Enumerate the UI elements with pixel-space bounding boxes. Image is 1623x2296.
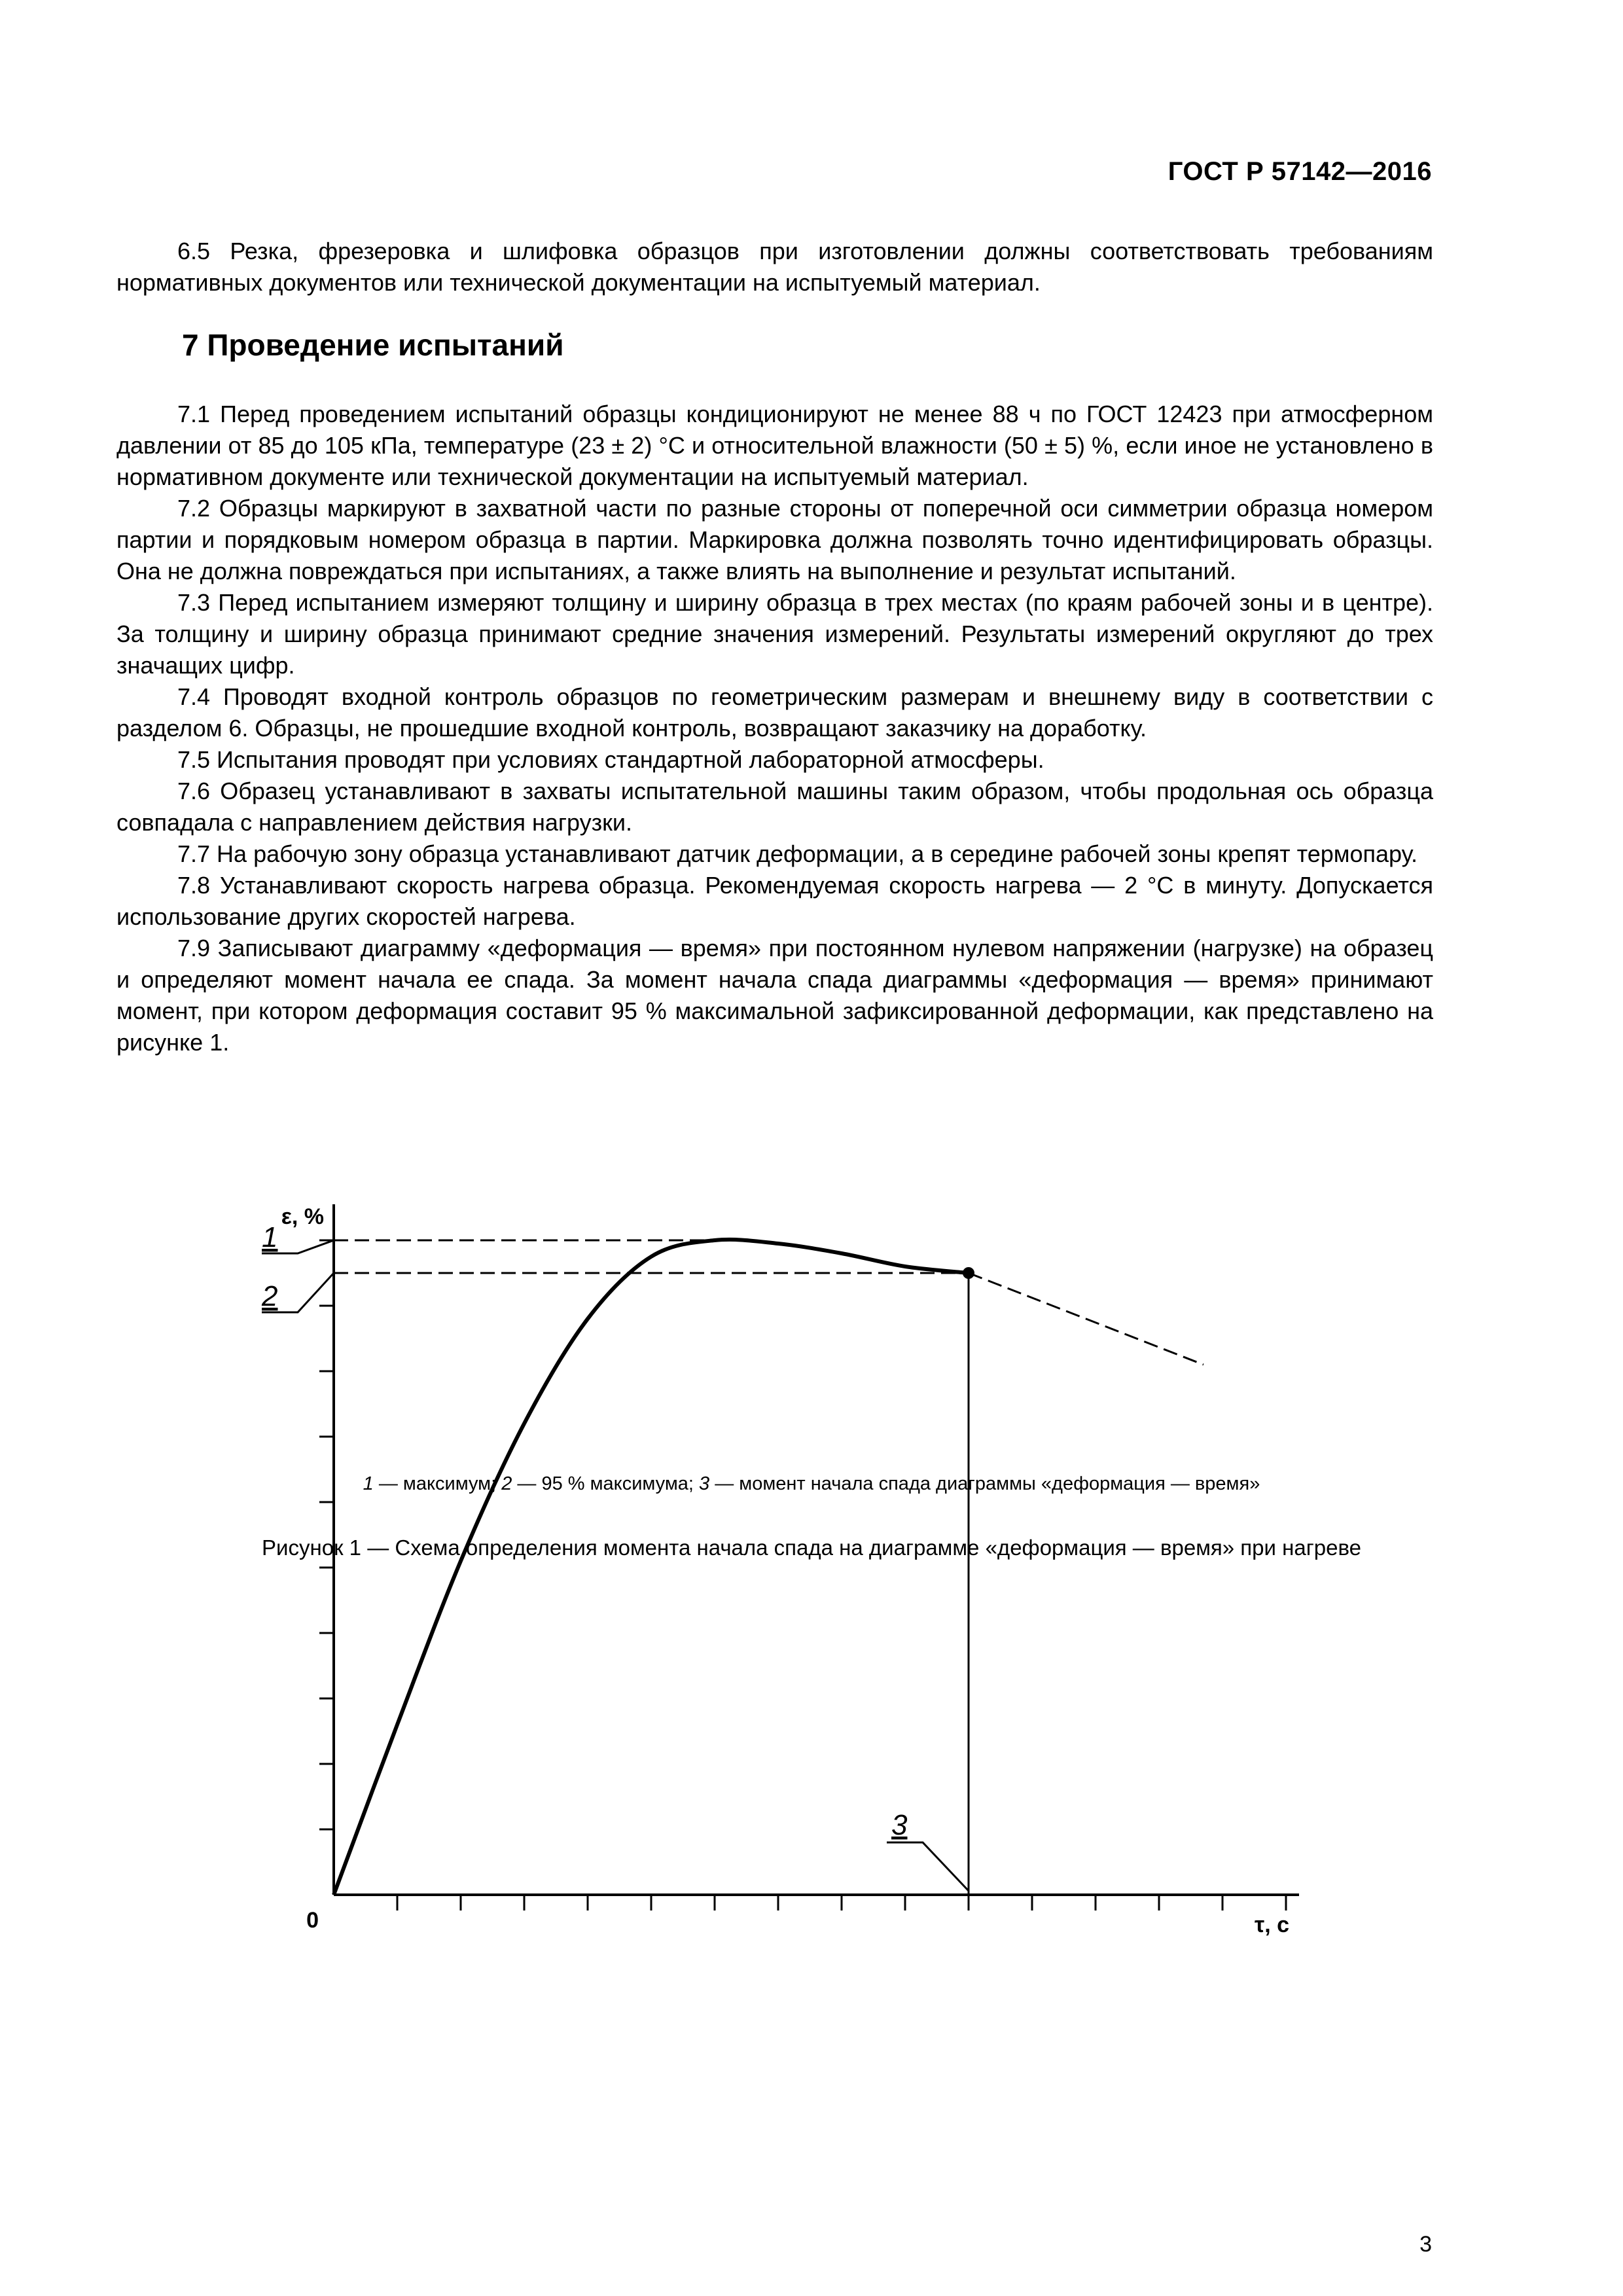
intro-section: [116, 236, 1433, 298]
paragraph-7-4: 7.4 Проводят входной контроль образцов по геометрическим размерам и внешнему виду в соответствии с разделом 6. Образцы, не прошедшие входной контроль, возвращают заказчику на доработку.: [116, 683, 1433, 742]
chart-ticks: [319, 1240, 1286, 1910]
x-axis-label: τ, с: [1255, 1912, 1289, 1937]
document-header: ГОСТ Р 57142—2016: [1168, 157, 1432, 186]
legend-number-2: 2: [501, 1473, 512, 1494]
legend-number-1: 1: [363, 1473, 374, 1494]
paragraph-7-3: 7.3 Перед испытанием измеряют толщину и ширину образца в трех местах (по краям рабочей зоны и в центре). За толщину и ширину образца принимают средние значения измерений. Результаты измерений округляют до трех значащих цифр.: [116, 589, 1433, 679]
annotation-1: 1: [262, 1221, 278, 1253]
annotation-3-leader: [887, 1842, 969, 1891]
paragraph-7-5: 7.5 Испытания проводят при условиях стандартной лабораторной атмосферы.: [177, 746, 1044, 773]
deformation-curve: [334, 1240, 969, 1895]
paragraph-7-6: 7.6 Образец устанавливают в захваты испытательной машины таким образом, чтобы продольная ось образца совпадала с направлением действия нагрузки.: [116, 778, 1433, 836]
annotation-3: 3: [891, 1809, 908, 1841]
figure-legend: [0, 1473, 1623, 1495]
extrapolation-line: [969, 1273, 1204, 1365]
paragraph-7-9: 7.9 Записывают диаграмму «деформация — время» при постоянном нулевом напряжении (нагрузке) на образец и определяют момент начала ее спада. За момент начала спада диаграммы «деформация — время» принимают момент, при котором деформация составит 95 % максимальной зафиксированной деформации, как представлено на рисунке 1.: [116, 935, 1433, 1056]
origin-label: 0: [306, 1908, 319, 1933]
annotation-2: 2: [262, 1280, 278, 1312]
paragraph-7-1: 7.1 Перед проведением испытаний образцы кондиционируют не менее 88 ч по ГОСТ 12423 при атмосферном давлении от 85 до 105 кПа, температуре (23 ± 2) °С и относительной влажности (50 ± 5) %, если иное не установлено в нормативном документе или технической документации на испытуемый материал.: [116, 401, 1433, 490]
body-text: [116, 399, 1433, 1058]
legend-text-1: — максимум;: [373, 1473, 502, 1494]
section-title: 7 Проведение испытаний: [182, 328, 564, 362]
figure-caption: Рисунок 1 — Схема определения момента начала спада на диаграмме «деформация — время» при нагреве: [262, 1535, 1361, 1560]
paragraph-6-5: 6.5 Резка, фрезеровка и шлифовка образцов при изготовлении должны соответствовать требованиям нормативных документов или технической документации на испытуемый материал.: [116, 238, 1433, 296]
chart-marks: [262, 1240, 1204, 1895]
legend-text-2: — 95 % максимума;: [512, 1473, 700, 1494]
y-axis-label: ε, %: [281, 1204, 324, 1229]
paragraph-7-7: 7.7 На рабочую зону образца устанавливают датчик деформации, а в середине рабочей зоны крепят термопару.: [177, 840, 1418, 867]
paragraph-7-2: 7.2 Образцы маркируют в захватной части по разные стороны от поперечной оси симметрии образца номером партии и порядковым номером образца в партии. Маркировка должна позволять точно идентифицировать образцы. Она не должна повреждаться при испытаниях, а также влиять на выполнение и результат испытаний.: [116, 495, 1433, 584]
paragraph-7-8: 7.8 Устанавливают скорость нагрева образца. Рекомендуемая скорость нагрева — 2 °С в минуту. Допускается использование других скоростей нагрева.: [116, 872, 1433, 930]
ninety-five-point: [963, 1267, 974, 1279]
legend-number-3: 3: [699, 1473, 710, 1494]
legend-text-3: — момент начала спада диаграммы «деформация — время»: [709, 1473, 1260, 1494]
page-number: 3: [1419, 2232, 1432, 2257]
